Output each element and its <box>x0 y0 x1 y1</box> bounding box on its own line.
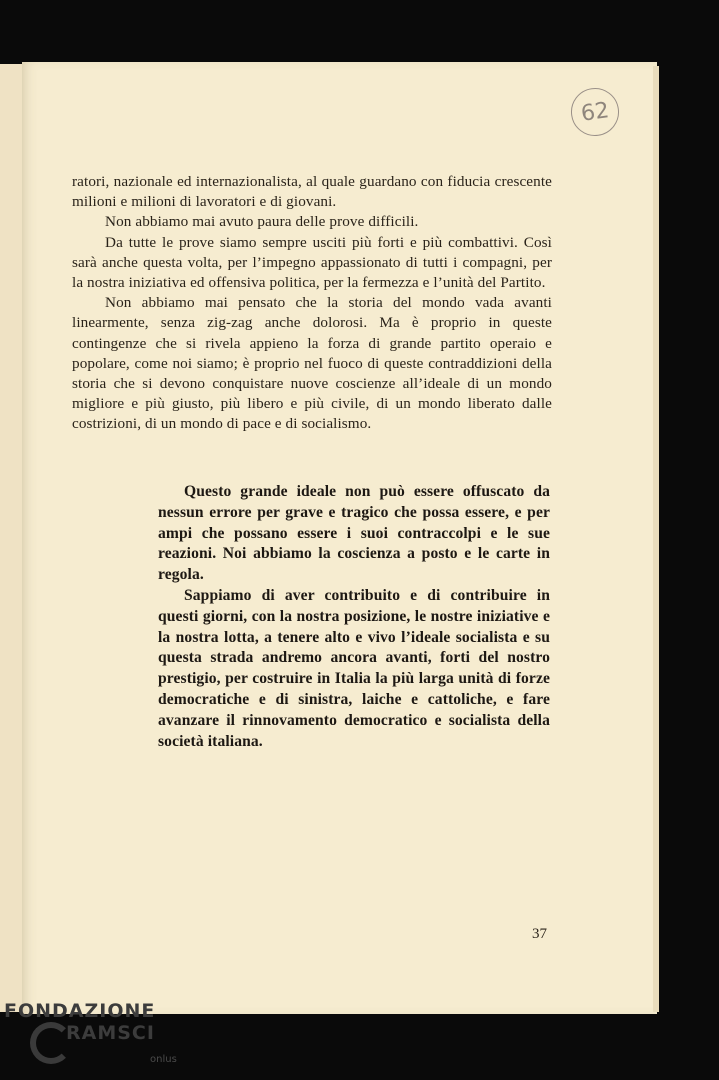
quote-paragraph: Sappiamo di aver contribuito e di contribuire in questi giorni, con la nostra posizione, le nostre iniziative e la nostra lotta, a tenere alto e vivo l’ideale socialista e su questa strada andremo ancora avanti, forti del nostro prestigio, per costruire in Italia la più larga unità di forze democratiche e di sinistra, laiche e cattoliche, e fare avanzare il rinnovamento democratico e socialista della società italiana. <box>158 586 550 750</box>
body-paragraph: ratori, nazionale ed internazionalista, al quale guardano con fiducia crescente milioni e milioni di lavoratori e di giovani. <box>72 173 552 211</box>
quote-block <box>158 482 550 752</box>
body-paragraph: Non abbiamo mai avuto paura delle prove difficili. <box>105 213 419 231</box>
watermark-line3: onlus <box>150 1054 177 1065</box>
body-paragraph: Da tutte le prove siamo sempre usciti più forti e più combattivi. Così sarà anche questa volta, per l’impegno appassionato di tutti i compagni, per la nostra iniziativa ed offensiva politica, per la fermezza e l’unità del Partito. <box>72 233 552 292</box>
facing-page-edge <box>0 64 23 1012</box>
page-edge <box>653 66 659 1012</box>
watermark-line1: FONDAZIONE <box>4 1000 156 1022</box>
watermark-line2: RAMSCI <box>66 1022 155 1044</box>
fondazione-gramsci-watermark <box>4 1000 184 1080</box>
page-number: 37 <box>532 926 547 942</box>
quote-paragraph: Questo grande ideale non può essere offuscato da nessun errore per grave e tragico che possa essere, e per ampi che possano essere i suoi contraccolpi e le sue reazioni. Noi abbiamo la coscienza a posto e le carte in regola. <box>158 483 550 584</box>
body-text <box>72 172 552 435</box>
body-paragraph: Non abbiamo mai pensato che la storia del mondo vada avanti linearmente, senza zig-zag anche dolorosi. Ma è proprio in queste contingenze che si rivela appieno la forza di grande partito operaio e popolare, come noi siamo; è proprio nel fuoco di queste contraddizioni della storia che si devono conquistare nuove coscienze all’ideale di un mondo migliore e più giusto, più libero e più civile, di un mondo liberato dalle costrizioni, di un mondo di pace e di socialismo. <box>72 294 552 433</box>
archive-number-stamp: 62 <box>568 85 622 139</box>
